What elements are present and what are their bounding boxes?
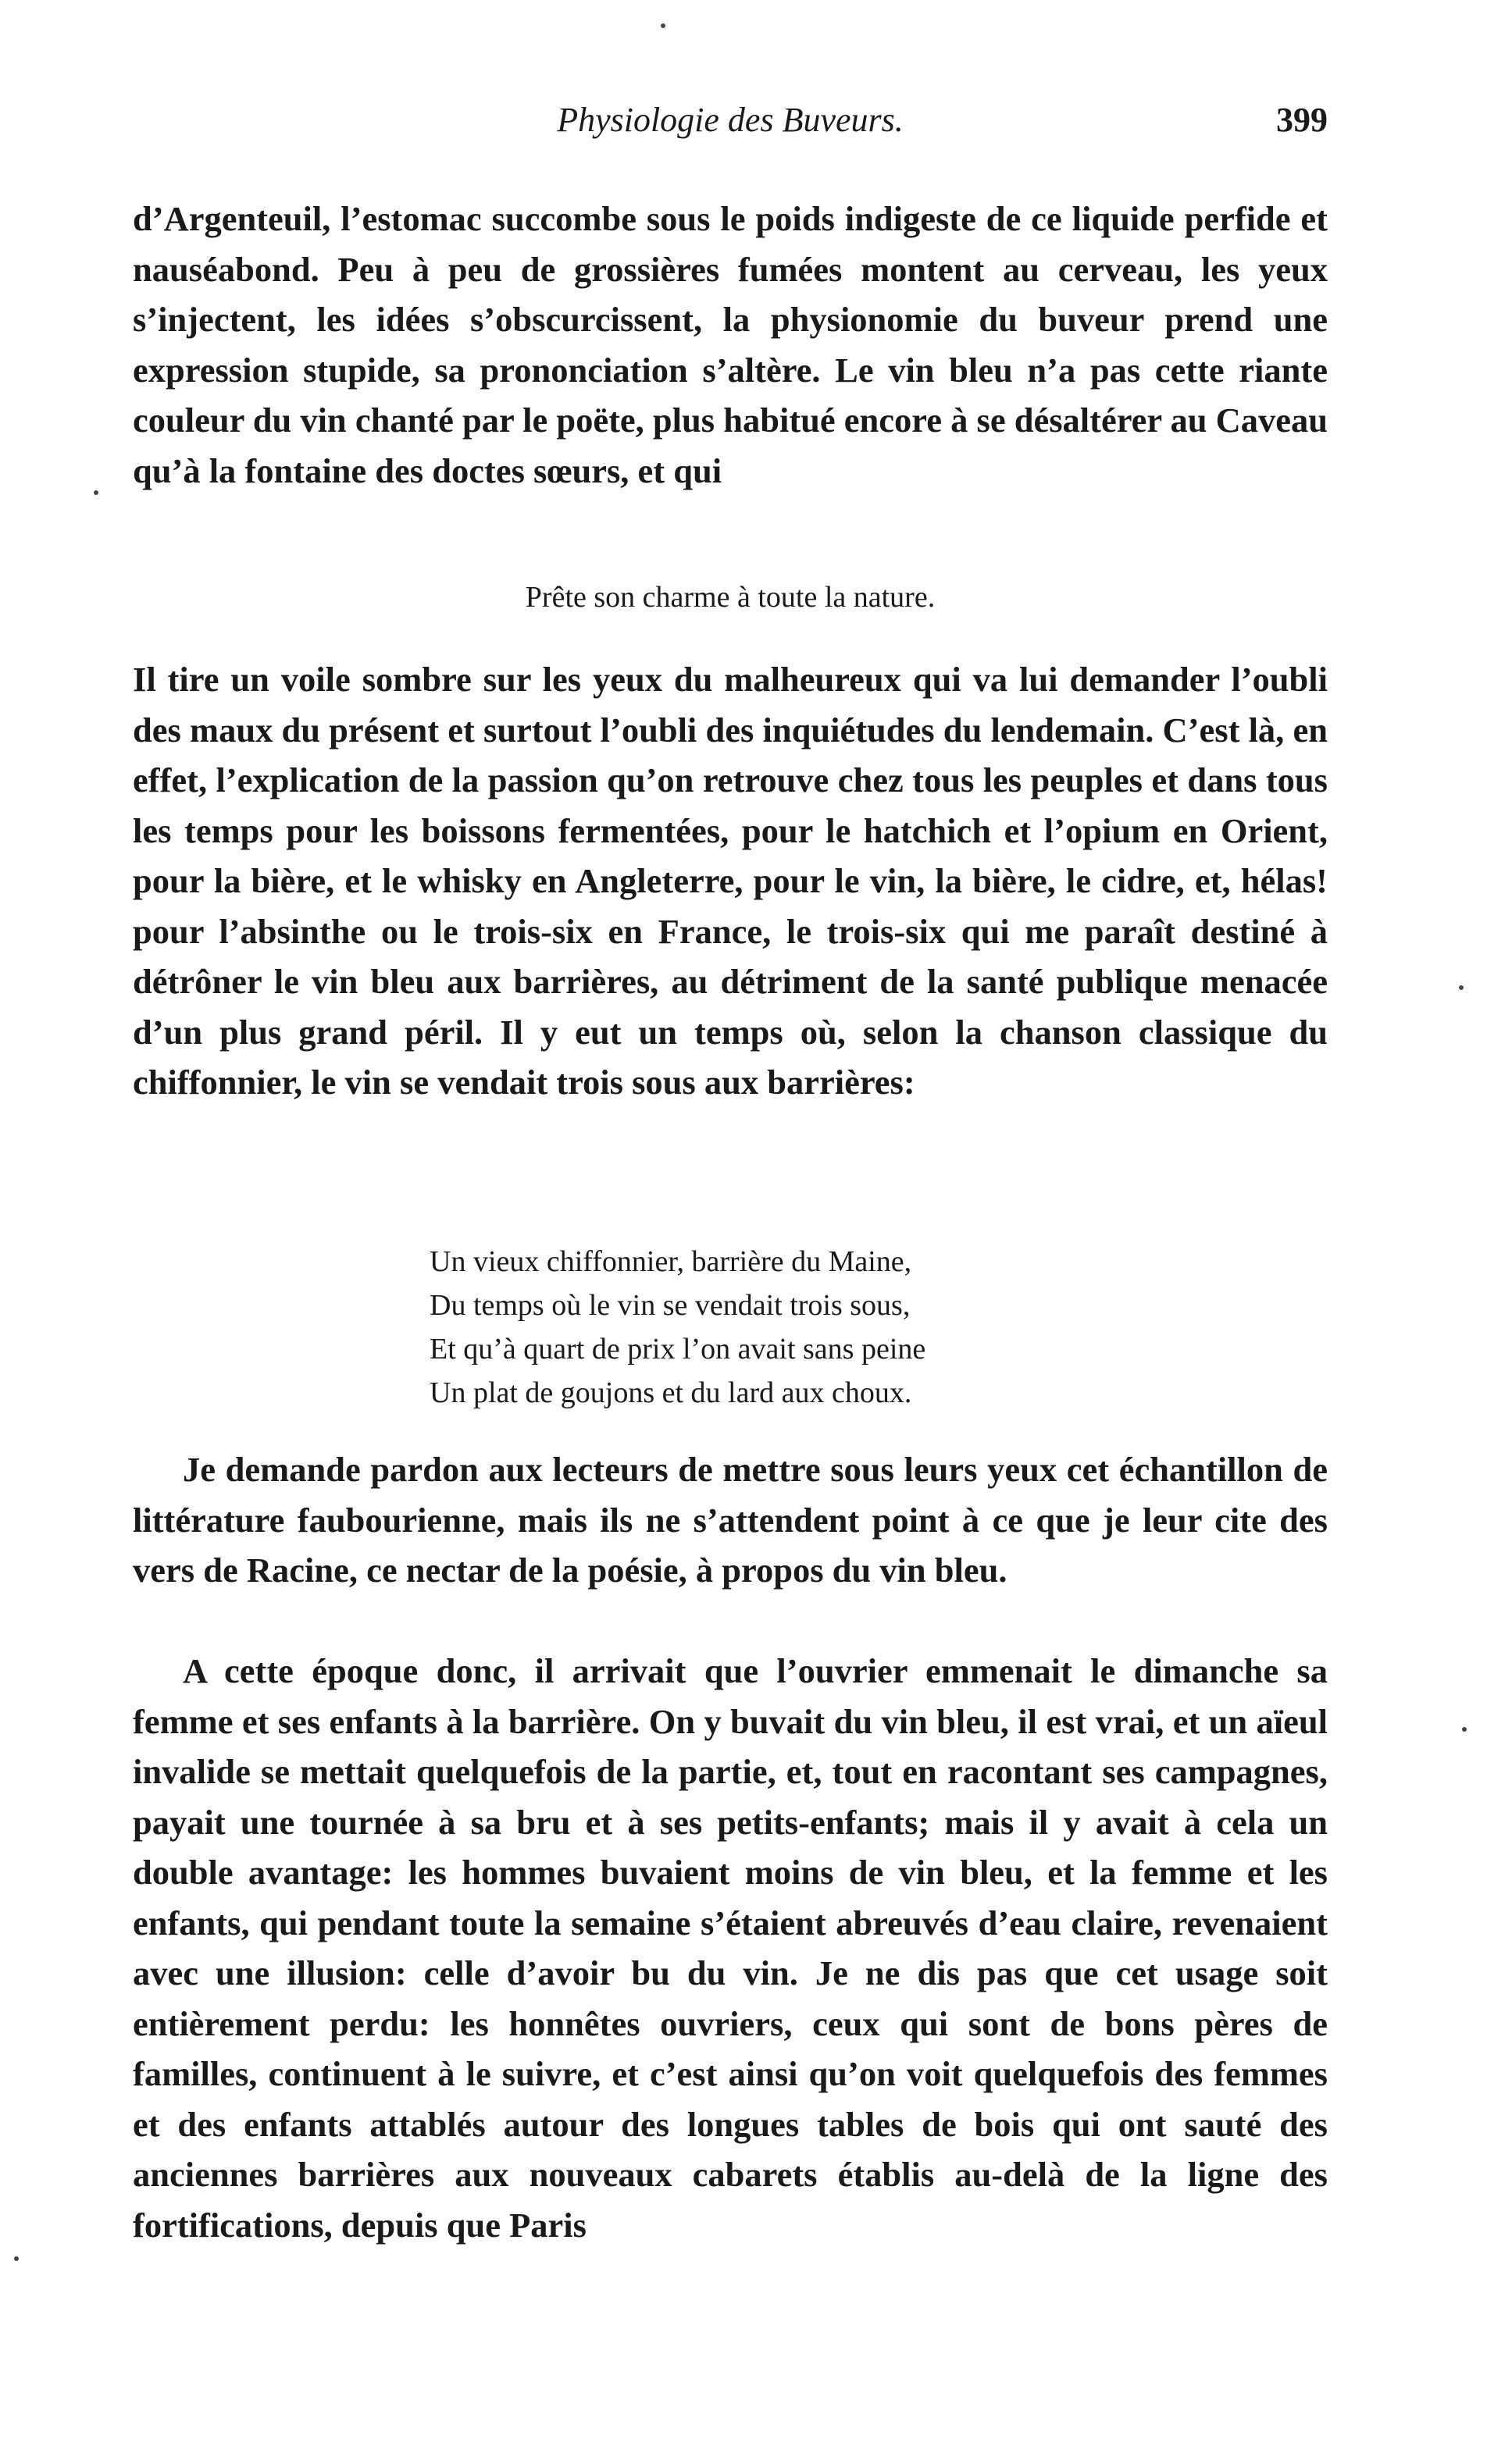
paragraph-fourth-text: A cette époque donc, il arrivait que l’ouvrier emmenait le dimanche sa femme et ses enfants à la barrière. On y buvait du vin bleu, il est vrai, et un aïeul invalide se mettait quelquefois de la partie, et, tout en racontant ses campagnes, payait une tournée à sa bru et à ses petits-enfants; mais il y avait à cela un double avantage: les hommes buvaient moins de vin bleu, et la femme et les enfants, qui pendant toute la semaine s’étaient abreuvés d’eau claire, revenaient avec une illusion: celle d’avoir bu du vin. Je ne dis pas que cet usage soit entièrement perdu: les honnêtes ouvriers, ceux qui sont de bons pères de familles, continuent à le suivre, et c’est ainsi qu’on voit quelquefois des femmes et des enfants attablés autour des longues tables de bois qui ont sauté des anciennes barrières aux nouveaux cabarets établis au-delà de la ligne des fortifications, depuis que Paris — [133, 1651, 1328, 2245]
paragraph-first — [133, 194, 1328, 496]
verse-line: Du temps où le vin se vendait trois sous, — [430, 1289, 911, 1322]
margin-speck — [94, 490, 98, 495]
running-title: Physiologie des Buveurs. — [557, 101, 904, 139]
verse-line: Un vieux chiffonnier, barrière du Maine, — [430, 1245, 912, 1278]
paragraph-first-text: d’Argenteuil, l’estomac succombe sous le poids indigeste de ce liquide perfide et nauséabond. Peu à peu de grossières fumées montent au cerveau, les yeux s’injectent, les idées s’obscurcissent, la physionomie du buveur prend une expression stupide, sa prononciation s’altère. Le vin bleu n’a pas cette riante couleur du vin chanté par le poëte, plus habitué encore à se désaltérer au Caveau qu’à la fontaine des doctes sœurs, et qui — [133, 199, 1328, 490]
verse-block — [430, 1240, 1132, 1415]
epigraph-quote: Prête son charme à toute la nature. — [525, 581, 936, 614]
verse-line: Un plat de goujons et du lard aux choux. — [430, 1376, 912, 1409]
page-number: 399 — [1276, 101, 1328, 139]
paragraph-third-text: Je demande pardon aux lecteurs de mettre sous leurs yeux cet échantillon de littérature faubourienne, mais ils ne s’attendent point à ce que je leur cite des vers de Racine, ce nectar de la poésie, à propos du vin bleu. — [133, 1450, 1328, 1590]
paragraph-second — [133, 654, 1328, 1108]
margin-speck — [14, 2256, 19, 2261]
paragraph-fourth — [133, 1646, 1328, 2250]
margin-speck — [1459, 985, 1464, 990]
margin-speck — [661, 23, 665, 28]
running-head — [133, 100, 1328, 147]
paragraph-third — [133, 1444, 1328, 1596]
verse-line: Et qu’à quart de prix l’on avait sans peine — [430, 1333, 926, 1366]
margin-speck — [1462, 1727, 1467, 1732]
paragraph-second-text: Il tire un voile sombre sur les yeux du malheureux qui va lui demander l’oubli des maux du présent et surtout l’oubli des inquiétudes du lendemain. C’est là, en effet, l’explication de la passion qu’on retrouve chez tous les peuples et dans tous les temps pour les boissons fermentées, pour le hatchich et l’opium en Orient, pour la bière, et le whisky en Angleterre, pour le vin, la bière, le cidre, et, hélas! pour l’absinthe ou le trois-six en France, le trois-six qui me paraît destiné à détrôner le vin bleu aux barrières, au détriment de la santé publique menacée d’un plus grand péril. Il y eut un temps où, selon la chanson classique du chiffonnier, le vin se vendait trois sous aux barrières: — [133, 660, 1328, 1102]
